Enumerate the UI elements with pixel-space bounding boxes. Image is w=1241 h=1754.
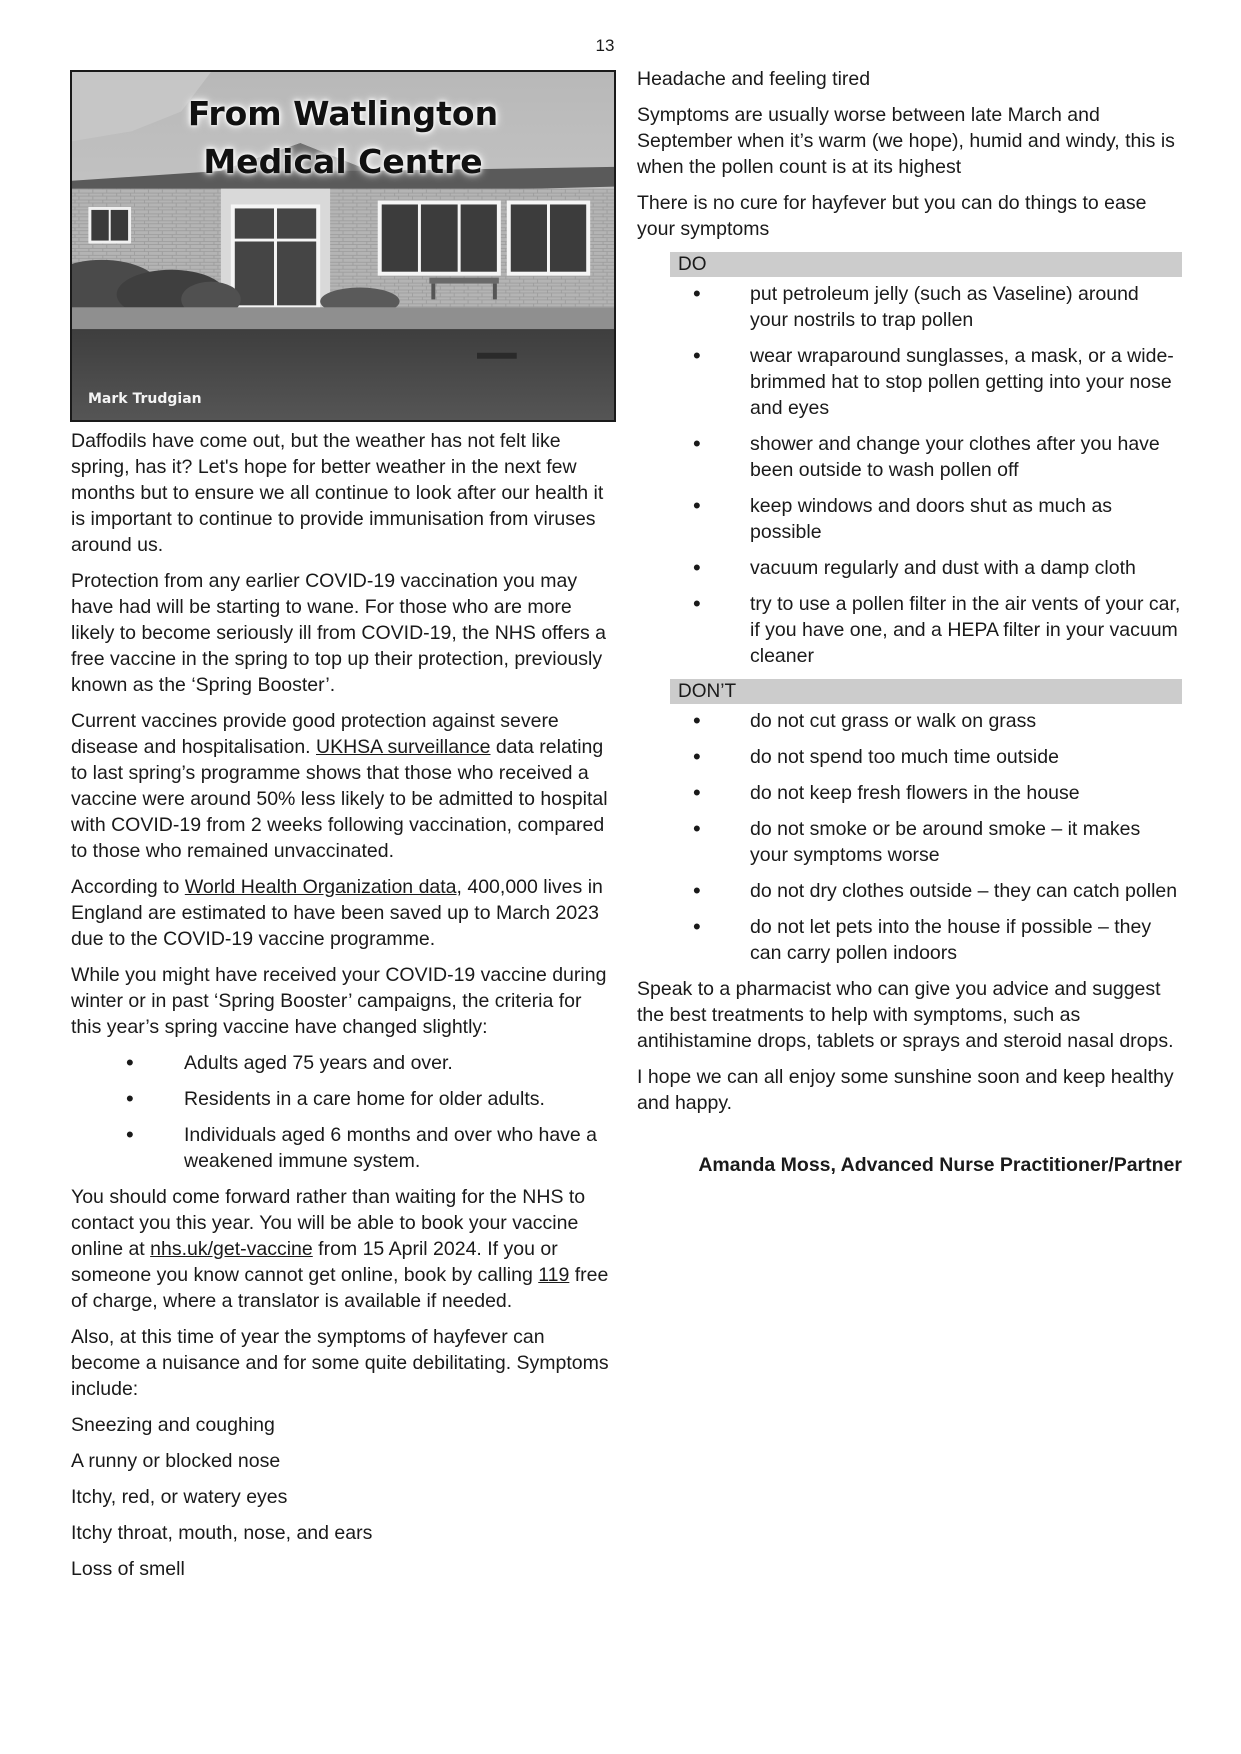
call-119-link[interactable]: 119	[538, 1264, 570, 1286]
list-item: • try to use a pollen filter in the air vents of your car, if you have one, and a HEPA filter in your vacuum cleaner	[637, 591, 1182, 669]
hero-photo	[70, 70, 616, 422]
list-item: • do not let pets into the house if possible – they can carry pollen indoors	[637, 914, 1182, 966]
do-heading: DO	[670, 252, 1182, 277]
booking-paragraph: You should come forward rather than waiting for the NHS to contact you this year. You will be able to book your vaccine online at nhs.uk/get-vaccine from 15 April 2024. If you or someone you know cannot get online, book by calling 119 free of charge, where a translator is available if needed.	[71, 1186, 609, 1312]
list-item: • do not keep fresh flowers in the house	[637, 780, 1182, 806]
left-column	[71, 428, 616, 1592]
symptom-line: A runny or blocked nose	[71, 1450, 281, 1472]
list-item: • do not smoke or be around smoke – it makes your symptoms worse	[637, 816, 1182, 868]
symptom-line: Itchy, red, or watery eyes	[71, 1486, 288, 1508]
vaccine-criteria-list	[71, 1050, 616, 1174]
list-item: • do not dry clothes outside – they can catch pollen	[637, 878, 1182, 904]
do-list	[637, 281, 1182, 669]
vaccine-effectiveness-paragraph: Current vaccines provide good protection against severe disease and hospitalisation. UKHSA surveillance data relating to last spring’s programme shows that those who received a vaccine were around 50% less likely to be admitted to hospital with COVID-19 from 2 weeks following vaccination, compared to those who remained unvaccinated.	[71, 710, 608, 862]
photo-credit: Mark Trudgian	[88, 391, 202, 407]
list-item: • Individuals aged 6 months and over who have a weakened immune system.	[71, 1122, 616, 1174]
closing-paragraph: I hope we can all enjoy some sunshine soon and keep healthy and happy.	[637, 1066, 1174, 1114]
pharmacist-paragraph: Speak to a pharmacist who can give you advice and suggest the best treatments to help with symptoms, such as antihistamine drops, tablets or sprays and steroid nasal drops.	[637, 978, 1174, 1052]
list-item: • wear wraparound sunglasses, a mask, or a wide-brimmed hat to stop pollen getting into your nose and eyes	[637, 343, 1182, 421]
ukhsa-surveillance-link[interactable]: UKHSA surveillance	[316, 736, 491, 758]
page-number: 13	[595, 36, 615, 55]
symptom-line: Loss of smell	[71, 1558, 185, 1580]
pollen-season-paragraph: Symptoms are usually worse between late March and September when it’s warm (we hope), humid and windy, this is when the pollen count is at its highest	[637, 104, 1175, 178]
hero-title-line2: Medical Centre	[203, 142, 483, 181]
who-data-link[interactable]: World Health Organization data	[184, 876, 457, 898]
no-cure-paragraph: There is no cure for hayfever but you can do things to ease your symptoms	[637, 192, 1147, 240]
hero-title-line1: From Watlington	[187, 94, 499, 133]
hayfever-intro-paragraph: Also, at this time of year the symptoms of hayfever can become a nuisance and for some quite debilitating. Symptoms include:	[71, 1326, 609, 1400]
list-item: • shower and change your clothes after you have been outside to wash pollen off	[637, 431, 1182, 483]
symptom-line: Itchy throat, mouth, nose, and ears	[71, 1522, 373, 1544]
right-column	[637, 66, 1182, 1188]
author-signoff: Amanda Moss, Advanced Nurse Practitioner/Partner	[698, 1154, 1182, 1176]
intro-paragraph: Daffodils have come out, but the weather has not felt like spring, has it? Let's hope for better weather in the next few months but to ensure we all continue to look after our health it is important to continue to provide immunisation from viruses around us.	[71, 430, 604, 556]
list-item: • do not cut grass or walk on grass	[637, 708, 1182, 734]
dont-heading: DON’T	[670, 679, 1182, 704]
list-item: • do not spend too much time outside	[637, 744, 1182, 770]
symptom-line: Sneezing and coughing	[71, 1414, 275, 1436]
list-item: • keep windows and doors shut as much as possible	[637, 493, 1182, 545]
list-item: • vacuum regularly and dust with a damp cloth	[637, 555, 1182, 581]
criteria-intro-paragraph: While you might have received your COVID-19 vaccine during winter or in past ‘Spring Booster’ campaigns, the criteria for this year’s spring vaccine have changed slightly:	[71, 964, 607, 1038]
covid-protection-paragraph: Protection from any earlier COVID-19 vaccination you may have had will be starting to wane. For those who are more likely to become seriously ill from COVID-19, the NHS offers a free vaccine in the spring to top up their protection, previously known as the ‘Spring Booster’.	[71, 570, 606, 696]
dont-list	[637, 708, 1182, 966]
list-item: • Residents in a care home for older adults.	[71, 1086, 616, 1112]
hero-title	[72, 90, 614, 186]
symptom-line: Headache and feeling tired	[637, 68, 871, 90]
list-item: • Adults aged 75 years and over.	[71, 1050, 616, 1076]
who-data-paragraph: According to World Health Organization data, 400,000 lives in England are estimated to have been saved up to March 2023 due to the COVID-19 vaccine programme.	[71, 876, 603, 950]
nhs-get-vaccine-link[interactable]: nhs.uk/get-vaccine	[150, 1238, 313, 1260]
list-item: • put petroleum jelly (such as Vaseline) around your nostrils to trap pollen	[637, 281, 1182, 333]
